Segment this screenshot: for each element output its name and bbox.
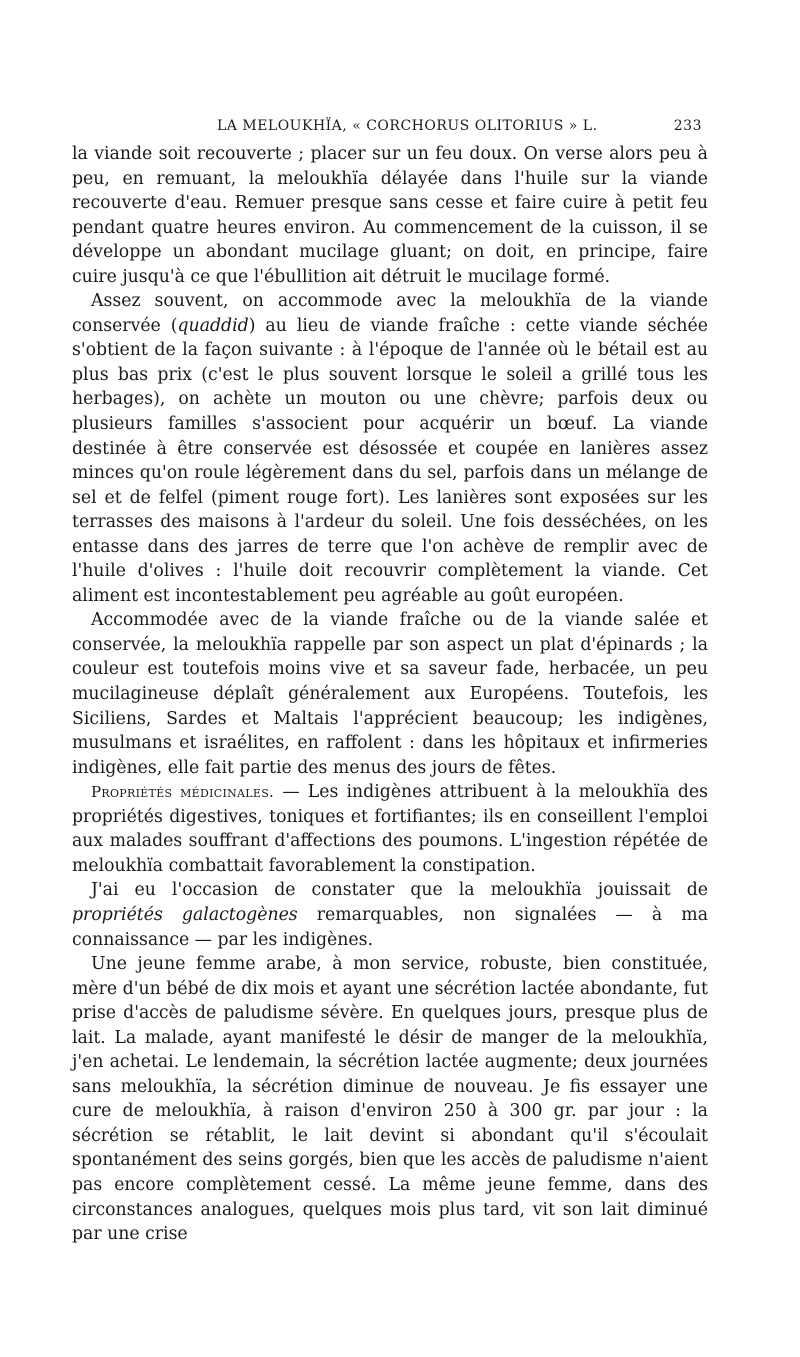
paragraph-5-text-a: J'ai eu l'occasion de constater que la meloukhïa jouissait de [91,880,708,901]
paragraph-3: Accommodée avec de la viande fraîche ou de la viande salée et conservée, la meloukhïa rappelle par son aspect un plat d'épinards ; la couleur est toutefois moins vive et sa saveur fade, herbacée, un peu mucilagineuse déplaît généralement aux Européens. Toutefois, les Siciliens, Sardes et Maltais l'apprécient beaucoup; les indigènes, musulmans et israélites, en raffolent : dans les hôpitaux et infirmeries indigènes, elle fait partie des menus des jours de fêtes. [72,610,708,778]
running-title: LA MELOUKHÏA, « CORCHORUS OLITORIUS » L. [217,118,598,134]
paragraph-5-italic-term: propriétés galactogènes [72,904,298,925]
paragraph-4 [72,780,708,878]
paragraph-2 [72,289,708,608]
page-number: 233 [673,118,702,134]
page-header [72,112,708,142]
paragraph-2-text-a: Assez souvent, on accommode avec la meloukhïa de la viande conservée ( [72,291,708,336]
book-page [72,112,708,1247]
section-heading: Propriétés médicinales. [91,783,275,802]
paragraph-1: la viande soit recouverte ; placer sur un feu doux. On verse alors peu à peu, en remuant, la meloukhïa délayée dans l'huile sur la viande recouverte d'eau. Remuer presque sans cesse et faire cuire à petit feu pendant quatre heures environ. Au commencement de la cuisson, il se développe un abondant mucilage gluant; on doit, en principe, faire cuire jusqu'à ce que l'ébullition ait détruit le mucilage formé. [72,144,708,287]
paragraph-5 [72,878,708,952]
paragraph-2-text-b: ) au lieu de viande fraîche : cette viande séchée s'obtient de la façon suivante : à l'époque de l'année où le bétail est au plus bas prix (c'est le plus souvent lorsque le soleil a grillé tous les herbages), on achète un mouton ou une chèvre; parfois deux ou plusieurs familles s'associent pour acquérir un bœuf. La viande destinée à être conservée est désossée et coupée en lanières assez minces qu'on roule légèrement dans du sel, parfois dans un mélange de sel et de felfel (piment rouge fort). Les lanières sont exposées sur les terrasses des maisons à l'ardeur du soleil. Une fois desséchées, on les entasse dans des jarres de terre que l'on achève de remplir avec de l'huile d'olives : l'huile doit recouvrir complètement la viande. Cet aliment est incontestablement peu agréable au goût européen. [72,315,708,606]
page-body [72,142,708,1247]
paragraph-4-text: — Les indigènes attribuent à la meloukhïa des propriétés digestives, toniques et fortifiantes; ils en conseillent l'emploi aux malades souffrant d'affections des poumons. L'ingestion répétée de meloukhïa combattait favorablement la constipation. [72,782,709,876]
paragraph-2-italic-term: quaddid [177,315,249,336]
paragraph-5-text-b: remarquables, non signalées — à ma connaissance — par les indigènes. [72,904,708,950]
paragraph-6: Une jeune femme arabe, à mon service, robuste, bien constituée, mère d'un bébé de dix mois et ayant une sécrétion lactée abondante, fut prise d'accès de paludisme sévère. En quelques jours, presque plus de lait. La malade, ayant manifesté le désir de manger de la meloukhïa, j'en achetai. Le lendemain, la sécrétion lactée augmente; deux journées sans meloukhïa, la sécrétion diminue de nouveau. Je fis essayer une cure de meloukhïa, à raison d'environ 250 à 300 gr. par jour : la sécrétion se rétablit, le lait devint si abondant qu'il s'écoulait spontanément des seins gorgés, bien que les accès de paludisme n'aient pas encore complètement cessé. La même jeune femme, dans des circonstances analogues, quelques mois plus tard, vit son lait diminué par une crise [72,954,708,1245]
